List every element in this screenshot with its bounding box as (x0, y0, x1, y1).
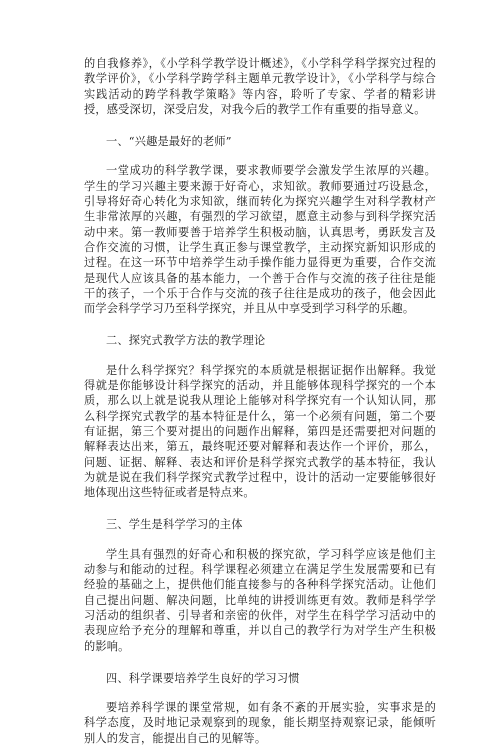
section-body-2: 是什么科学探究？科学探究的本质就是根据证据作出解释。我觉得就是你能够设计科学探究的活动，并且能够体现科学探究的一个本质，那么以上就是说我从理论上能够对科学探究有一个认知认同，那么科学探究式教学的基本特征是什么，第一个必须有问题，第二个要有证据，第三个要对提出的问题作出解释，第四是还需要把对问题的解释表达出来，第五，最终呢还要对解释和表达作一个评价，那么，问题、证据、解释、表达和评价是科学探究式教学的基本特征，我认为就是说在我们科学探究式教学过程中，设计的活动一定要能够很好地体现出这些特征或者是特点来。 (84, 363, 436, 500)
spacer (84, 149, 436, 163)
section-body-1: 一堂成功的科学教学课，要求教师要学会激发学生浓厚的兴趣。学生的学习兴趣主要来源于好奇心，求知欲。教师要通过巧设悬念，引导将好奇心转化为求知欲，继而转化为探究兴趣学生对科学教材产生非常浓厚的兴趣，有强烈的学习欲望，愿意主动参与到科学探究活动中来。第一教师要善于培养学生积极动脑，认真思考，勇跃发言及合作交流的习惯，让学生真正参与课堂教学，主动探究新知识形成的过程。在这一环节中培养学生动手操作能力显得更为重要，合作交流是现代人应该具备的基本能力，一个善于合作与交流的孩子往往是能干的孩子，一个乐于合作与交流的孩子往往是成功的孩子，他会因此而学会科学学习乃至科学探究，并且从中享受到学习科学的乐趣。 (84, 164, 436, 316)
section-heading-3: 三、学生是科学学习的主体 (106, 518, 243, 532)
section-heading-4: 四、科学课要培养学生良好的学习习惯 (106, 671, 300, 685)
spacer (84, 117, 436, 134)
document-body (84, 56, 436, 746)
section-body-4: 要培养科学课的课堂常规，如有条不紊的开展实验，实事求是的科学态度，及时地记录观察到的现象，能长期坚持观察记录，能倾听别人的发言，能提出自己的见解等。 (84, 701, 436, 745)
section-heading-1: 一、“兴趣是最好的老师” (106, 135, 232, 149)
section-heading-2: 二、探究式教学方法的教学理论 (106, 334, 266, 348)
spacer (84, 500, 436, 517)
spacer (84, 349, 436, 363)
spacer (84, 533, 436, 547)
intro-paragraph: 的自我修养》，《小学科学教学设计概述》，《小学科学科学探究过程的教学评价》，《小学科学跨学科主题单元教学设计》，《小学科学与综合实践活动的跨学科教学策略》等内容，聆听了专家、学者的精彩讲授，感受深切，深受启发，对我今后的教学工作有重要的指导意义。 (84, 57, 436, 116)
spacer (84, 654, 436, 671)
spacer (84, 316, 436, 333)
section-body-3: 学生具有强烈的好奇心和积极的探究欲，学习科学应该是他们主动参与和能动的过程。科学课程必须建立在满足学生发展需要和已有经验的基础之上，提供他们能直接参与的各种科学探究活动。让他们自己提出问题、解决问题，比单纯的讲授训练更有效。教师是科学学习活动的组织者、引导者和亲密的伙伴，对学生在科学学习活动中的表现应给予充分的理解和尊重，并以自己的教学行为对学生产生积极的影响。 (84, 547, 436, 653)
spacer (84, 686, 436, 700)
